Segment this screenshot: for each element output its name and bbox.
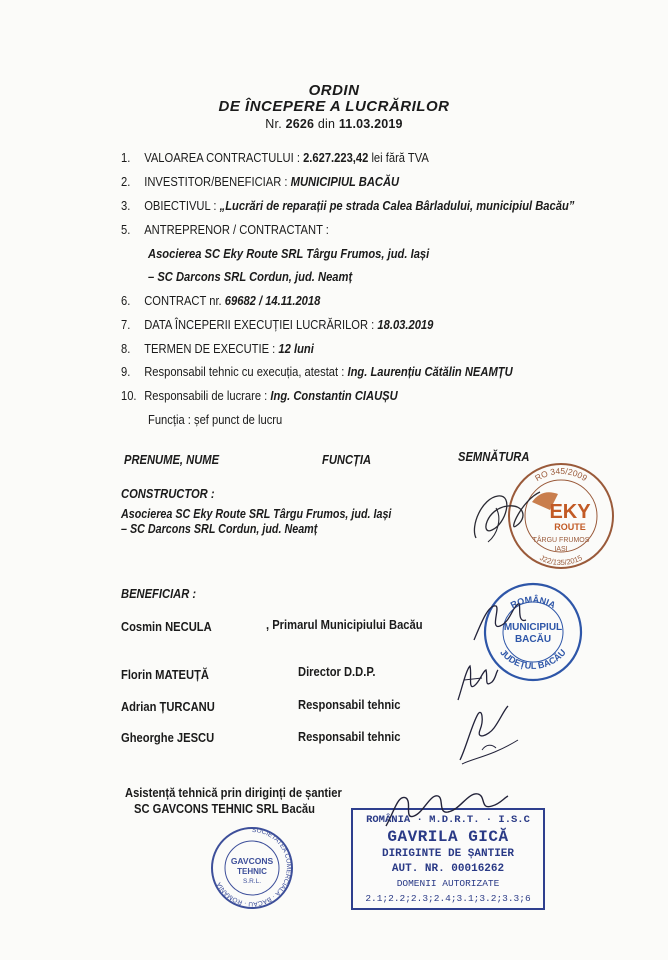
- beneficiar-name: Cosmin NECULA: [121, 619, 212, 634]
- beneficiar-name: Adrian ȚURCANU: [121, 699, 215, 714]
- diriginte-line-4: AUT. NR. 00016262: [391, 863, 505, 875]
- contractor-line-2: – SC Darcons SRL Cordun, jud. Neamț: [148, 269, 353, 284]
- beneficiar-function: , Primarul Municipiului Bacău: [266, 617, 423, 632]
- item-contract-number: 6. CONTRACT nr. 69682 / 14.11.2018: [121, 293, 321, 308]
- svg-text:JUDEȚUL BACĂU: [498, 647, 567, 671]
- municipiu-line-2: BACĂU: [514, 634, 552, 645]
- constructor-line-1: Asocierea SC Eky Route SRL Târgu Frumos, jud. Iași: [121, 507, 392, 521]
- document-number: Nr. 2626 din 11.03.2019: [265, 117, 403, 131]
- beneficiar-name: Gheorghe JESCU: [121, 730, 215, 745]
- eky-brand: EKY: [549, 501, 591, 523]
- gavcons-line-2: TEHNIC: [237, 867, 267, 876]
- eky-city-1: TÂRGU FRUMOS: [532, 537, 590, 544]
- eky-city-2: IAȘI: [554, 546, 568, 553]
- document-subtitle: DE ÎNCEPERE A LUCRĂRILOR: [218, 98, 450, 115]
- item-investor: 2. INVESTITOR/BENEFICIAR : MUNICIPIUL BACĂU: [121, 174, 400, 189]
- diriginte-signature: [382, 786, 512, 832]
- document-title: ORDIN: [308, 82, 360, 99]
- gavcons-line-3: S.R.L.: [242, 878, 262, 885]
- header-function: FUNCȚIA: [322, 452, 372, 467]
- beneficiar-function: Responsabil tehnic: [298, 729, 401, 744]
- eky-stamp-top-text: RO 345/2009: [533, 465, 590, 484]
- beneficiar-label: BENEFICIAR :: [121, 586, 197, 601]
- constructor-line-2: – SC Darcons SRL Cordun, jud. Neamț: [121, 522, 318, 536]
- diriginte-line-3: DIRIGINTE DE ȘANTIER: [381, 848, 515, 860]
- gavcons-ring-text: SOCIETATEA COMERCIALĂ · BACĂU · ROMÂNIA: [215, 826, 292, 908]
- diriginte-line-1: ROMÂNIA · M.D.R.T. · I.S.C: [366, 814, 530, 826]
- header-name: PRENUME, NUME: [124, 452, 220, 467]
- eky-stamp-bottom-text: J22/135/2015: [538, 553, 584, 568]
- gavcons-stamp: [209, 824, 295, 912]
- gavcons-line-1: GAVCONS: [230, 856, 274, 866]
- diriginte-line-6: 2.1;2.2;2.3;2.4;3.1;3.2;3.3;6: [365, 893, 531, 904]
- item-work-responsible: 10. Responsabili de lucrare : Ing. Constantin CIAUȘU: [121, 388, 398, 403]
- beneficiar-function: Director D.D.P.: [298, 664, 376, 679]
- diriginte-line-2: GAVRILA GICĂ: [387, 828, 509, 846]
- municipiu-stamp-top: ROMÂNIA: [508, 594, 558, 611]
- beneficiar-function: Responsabil tehnic: [298, 697, 401, 712]
- header-signature: SEMNĂTURA: [458, 449, 530, 464]
- item-contractor: 5. ANTREPRENOR / CONTRACTANT :: [121, 222, 329, 237]
- constructor-label: CONSTRUCTOR :: [121, 486, 215, 501]
- item-objective: 3. OBIECTIVUL : „Lucrări de reparații pe strada Calea Bârladului, municipiul Bacău”: [121, 198, 575, 213]
- municipiu-stamp-bottom: JUDEȚUL BACĂU: [498, 647, 568, 671]
- item-start-date: 7. DATA ÎNCEPERII EXECUȚIEI LUCRĂRILOR : 18.03.2019: [121, 317, 434, 332]
- beneficiar-name: Florin MATEUȚĂ: [121, 667, 209, 682]
- contractor-line-1: Asocierea SC Eky Route SRL Târgu Frumos, jud. Iași: [148, 246, 430, 261]
- mayor-signature: [470, 596, 530, 646]
- assistance-line-1: Asistență tehnică prin diriginți de șantier: [125, 785, 342, 800]
- item-technical-responsible: 9. Responsabil tehnic cu execuția, atestat : Ing. Laurențiu Cătălin NEAMȚU: [121, 364, 513, 379]
- function-line: Funcția : șef punct de lucru: [148, 412, 283, 427]
- responsabil-signature: [452, 700, 522, 772]
- diriginte-line-5: DOMENII AUTORIZATE: [396, 878, 500, 889]
- eky-sub: ROUTE: [554, 522, 586, 532]
- constructor-signature: [468, 478, 548, 550]
- item-contract-value: 1. VALOAREA CONTRACTULUI : 2.627.223,42 lei fără TVA: [121, 150, 429, 165]
- municipiu-line-1: MUNICIPIUL: [503, 622, 563, 633]
- assistance-line-2: SC GAVCONS TEHNIC SRL Bacău: [134, 801, 315, 816]
- item-execution-term: 8. TERMEN DE EXECUTIE : 12 luni: [121, 341, 314, 356]
